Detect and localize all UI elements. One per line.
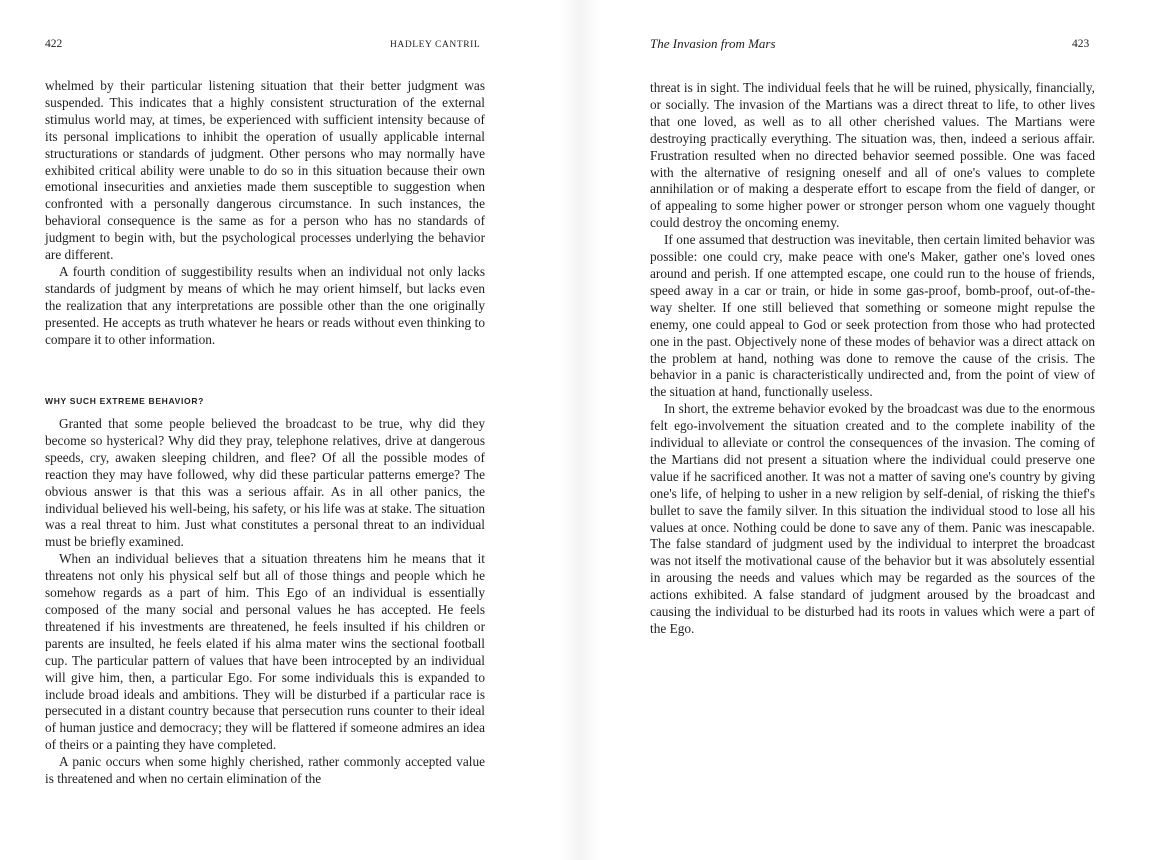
right-text: [650, 80, 1095, 638]
right-page: [600, 0, 1149, 860]
paragraph: When an individual believes that a situation threatens him he means that it threatens not only his physical self but all of those things and people which he somehow regards as a part of him. This Ego of an individual is essentially composed of the many social and personal values he has accepted. He feels threatened if his investments are threatened, he feels insulted if his children or parents are insulted, he feels elated if his alma mater wins the sectional football cup. The particular pattern of values that have been introcepted by an individual will give him, then, a particular Ego. For some individuals this is expanded to include broad ideals and ambitions. They will be disturbed if a particular race is persecuted in a distant country because that persecution runs counter to their ideal of human justice and democracy; they will be flattered if someone admires an idea of theirs or a painting they have completed.: [45, 551, 485, 753]
left-running-head: HADLEY CANTRIL: [390, 40, 481, 50]
paragraph: A panic occurs when some highly cherished, rather commonly accepted value is threatened and when no certain elimination of the: [45, 754, 485, 787]
right-page-number: 423: [1072, 38, 1090, 50]
paragraph: threat is in sight. The individual feels that he will be ruined, physically, financially, or socially. The invasion of the Martians was a direct threat to life, to other lives that one loved, as well as to all other cherished values. The Martians were destroying practically everything. The situation was, then, indeed a serious affair. Frustration resulted when no directed behavior seemed possible. One was faced with the alternative of resigning oneself and all of one's values to complete annihilation or of making a desperate effort to escape from the field of danger, or of appealing to some higher power or stronger person whom one vaguely thought could destroy the oncoming enemy.: [650, 80, 1095, 231]
left-page: [0, 0, 560, 860]
paragraph: A fourth condition of suggestibility results when an individual not only lacks standards of judgment by means of which he may orient himself, but lacks even the realization that any interpretations are possible other than the one originally presented. He accepts as truth whatever he hears or reads without even thinking to compare it to other information.: [45, 263, 485, 347]
left-top-text: [45, 78, 485, 349]
paragraph: If one assumed that destruction was inevitable, then certain limited behavior was possible: one could cry, make peace with one's Maker, gather one's loved ones around and perish. If one attempted escape, one could run to the house of friends, speed away in a car or train, or hide in some gas-proof, bomb-proof, out-of-the-way shelter. If one still believed that something or someone might repulse the enemy, one could appeal to God or seek protection from those who had protected one in the past. Objectively none of these modes of behavior was a direct attack on the problem at hand, nothing was done to remove the cause of the crisis. The behavior in a panic is characteristically undirected and, from the point of view of the situation at hand, functionally useless.: [650, 232, 1095, 400]
book-gutter: [560, 0, 600, 860]
right-running-head: The Invasion from Mars: [650, 36, 776, 51]
left-bottom-text: [45, 416, 485, 788]
paragraph: Granted that some people believed the broadcast to be true, why did they become so hysterical? Why did they pray, telephone relatives, drive at dangerous speeds, cry, awaken sleeping children, and flee? Of all the possible modes of reaction they may have followed, why did these particular patterns emerge? The obvious answer is that this was a serious affair. As in all other panics, the individual believed his well-being, his safety, or his life was at stake. The situation was a real threat to him. Just what constitutes a personal threat to an individual must be briefly examined.: [45, 416, 485, 550]
paragraph: whelmed by their particular listening situation that their better judgment was suspended. This indicates that a highly consistent structuration of the external stimulus world may, at times, be experienced with sufficient intensity because of its personal implications to inhibit the operation of usually applicable internal structurations or standards of judgment. Other persons who may normally have exhibited critical ability were unable to do so in this situation because their own emotional insecurities and anxieties made them susceptible to suggestion when confronted with a personally dangerous circumstance. In such instances, the behavioral consequence is the same as for a person who has no standards of judgment to begin with, but the psychological processes underlying the behavior are different.: [45, 78, 485, 263]
left-page-number: 422: [45, 38, 63, 50]
section-heading: WHY SUCH EXTREME BEHAVIOR?: [45, 396, 205, 406]
paragraph: In short, the extreme behavior evoked by the broadcast was due to the enormous felt ego-involvement the situation created and to the complete inability of the individual to alleviate or control the consequences of the invasion. The coming of the Martians did not present a situation where the individual could preserve one value if he sacrificed another. It was not a matter of saving one's country by giving one's life, of helping to usher in a new religion by self-denial, of risking the thief's bullet to save the family silver. In this situation the individual stood to lose all his values at once. Nothing could be done to save any of them. Panic was inescapable. The false standard of judgment used by the individual to interpret the broadcast was not itself the motivational cause of the behavior but it was absolutely essential in arousing the needs and values which may be regarded as the sources of the actions exhibited. A false standard of judgment aroused by the broadcast and causing the individual to be disturbed had its roots in values which were a part of the Ego.: [650, 401, 1095, 636]
